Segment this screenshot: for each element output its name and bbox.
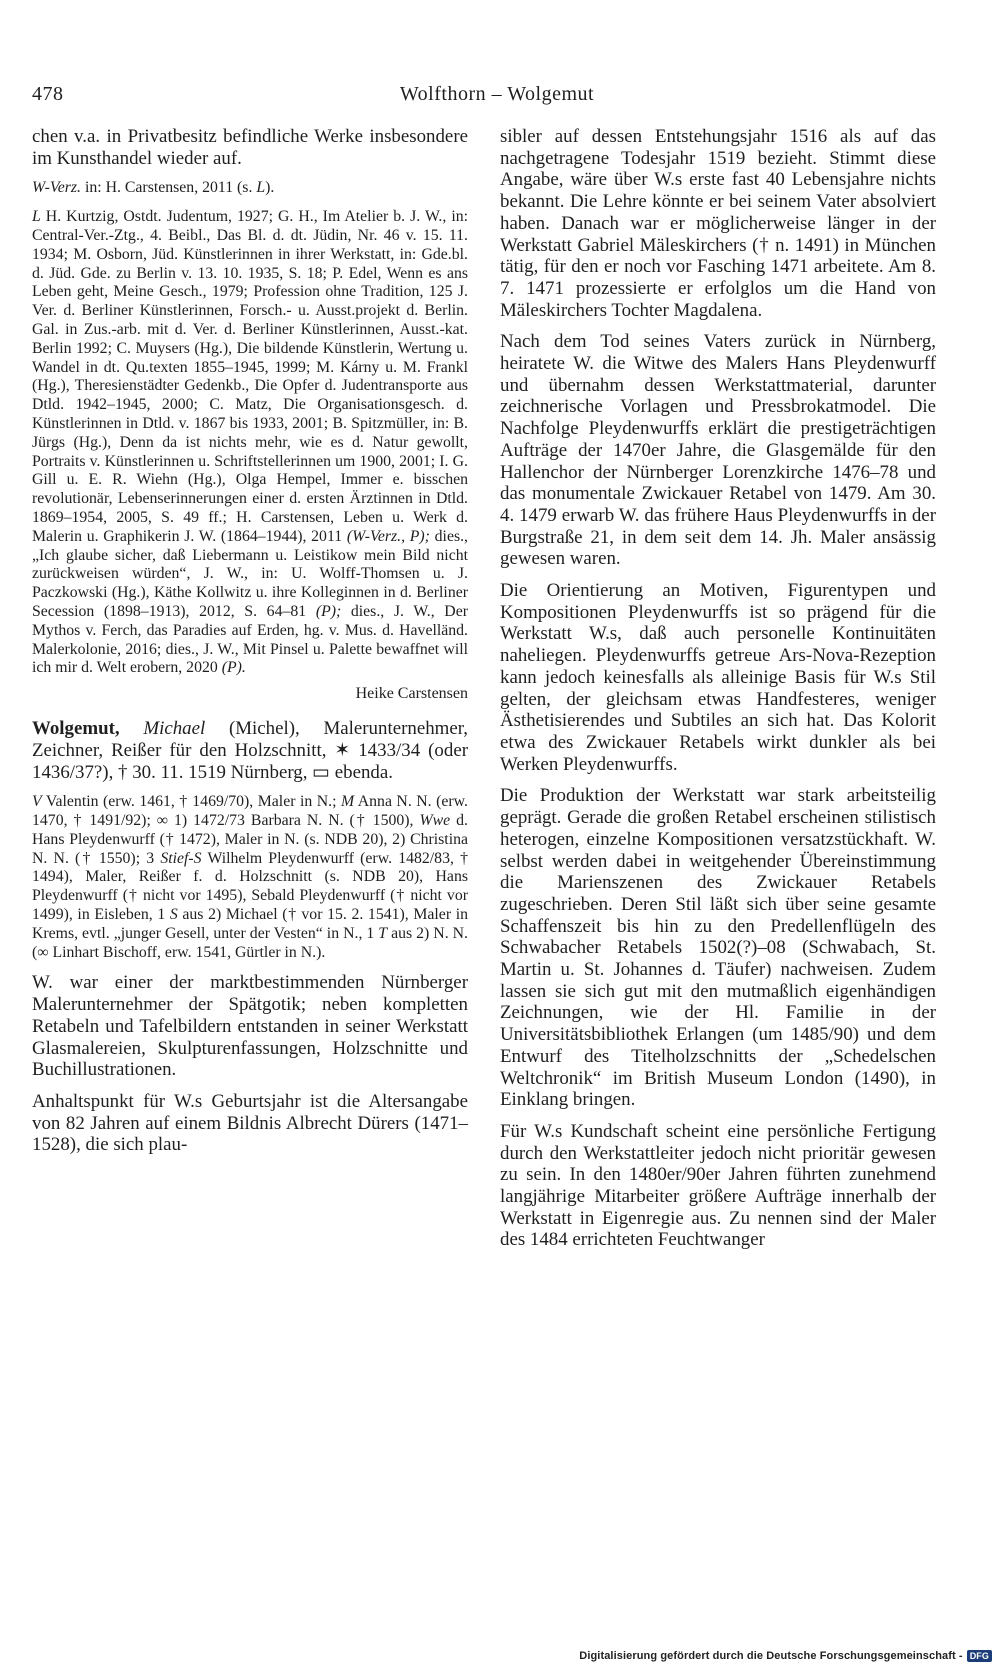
paragraph: chen v.a. in Privatbesitz befindliche Werke insbesondere im Kunsthandel wieder auf. (32, 126, 468, 169)
literature-list: L H. Kurtzig, Ostdt. Judentum, 1927; G. H., Im Atelier b. J. W., in: Central-Ver.-Ztg., 4. Beibl., Das Bl. d. dt. Jüdin, Nr. 46 v. 15. 11. 1934; M. Osborn, Jüd. Künstlerinnen in ihrer Werkstatt, in: Gde.bl. d. Jüd. Gde. zu Berlin v. 13. 10. 1935, S. 18; P. Edel, Wenn es ans Leben geht, Meine Gesch., 1979; Profession ohne Tradition, 125 J. Ver. d. Berliner Künstlerinnen, Forsch.- u. Ausst.projekt d. Berlin. Gal. in Zus.-arb. mit d. Ver. d. Berliner Künstlerinnen, Ausst.-kat. Berlin 1992; C. Muysers (Hg.), Die bildende Künstlerin, Wertung u. Wandel in dt. Qu.texten 1855–1945, 1999; M. Kárny u. M. Frankl (Hg.), Theresienstädter Gedenkb., Die Opfer d. Judentransporte aus Dtld. 1942–1945, 2000; C. Matz, Die Organisationsgesch. d. Künstlerinnen in Dtld. v. 1867 bis 1933, 2001; B. Spitzmüller, in: B. Jürgs (Hg.), Denn da ist nichts mehr, wie es d. Natur gewollt, Portraits v. Künstlerinnen u. Schriftstellerinnen um 1900, 2001; I. G. Gill u. E. R. Wiehn (Hg.), Olga Hempel, Immer e. bisschen revolutionär, Lebenserinnerungen einer d. ersten Ärztinnen in Dtld. 1869–1954, 2005, S. 49 ff.; H. Carstensen, Leben u. Werk d. Malerin u. Graphikerin J. W. (1864–1944), 2011 (W-Verz., P); dies., „Ich glaube sicher, daß Liebermann u. Leistikow mein Bild nicht zurückweisen würden“, J. W., in: U. Wolff-Thomsen u. J. Paczkowski (Hg.), Käthe Kollwitz u. ihre Kolleginnen in d. Berliner Secession (1898–1913), 2012, S. 64–81 (P); dies., J. W., Der Mythos v. Ferch, das Paradies auf Erden, hg. v. Mus. d. Havelländ. Malerkolonie, 2016; dies., J. W., Mit Pinsel u. Palette bewaffnet will ich mir d. Welt erobern, 2020 (P). (32, 208, 468, 677)
entry-surname: Wolgemut, (32, 718, 120, 740)
page-header (32, 80, 962, 108)
dfg-logo: DFG (967, 1650, 992, 1662)
paragraph: Nach dem Tod seines Vaters zurück in Nürnberg, heiratete W. die Witwe des Malers Hans Pleydenwurff und übernahm dessen Werkstattmaterial, darunter zeichnerische Vorlagen und Pressbrokatmodel. Die Nachfolge Pleydenwurffs erklärt die prestigeträchtigen Aufträge der 1470er Jahre, die Glasgemälde für den Hallenchor der Nürnberger Lorenzkirche 1476–78 und das monumentale Zwickauer Retabel von 1479. Am 30. 4. 1479 erwarb W. das frühere Haus Pleydenwurffs in der Burgstraße 21, in dem seit dem 14. Jh. Maler ansässig gewesen waren. (500, 331, 936, 570)
paragraph: Für W.s Kundschaft scheint eine persönliche Fertigung durch den Werkstattleiter jedoch nicht prioritär gewesen zu sein. In den 1480er/90er Jahren führten zunehmend langjährige Mitarbeiter größere Aufträge innerhalb der Werkstatt in Eigenregie aus. Zu nennen sind der Maler des 1484 errichteten Feuchtwanger (500, 1120, 936, 1251)
page-number: 478 (32, 83, 64, 105)
author-signature: Heike Carstensen (355, 685, 468, 703)
entry-heading: Wolgemut, Michael (Michel), Malerunternehmer, Zeichner, Reißer für den Holzschnitt, ✶ 1433/34 (oder 1436/37?), † 30. 11. 1519 Nürnberg, ▭ ebenda. (32, 718, 468, 783)
right-column (500, 126, 936, 1261)
paragraph: Die Orientierung an Motiven, Figurentypen und Kompositionen Pleydenwurffs ist so prägend für die Werkstatt W.s, daß auch personelle Kontinuitäten naheliegen. Pleydenwurffs getreue Ars-Nova-Rezeption kann jedoch keinesfalls als alleinige Basis für W.s Stil gelten, der gleichsam etwas Handfesteres, weniger Ästhetisierendes und Subtiles an sich hat. Das Kolorit etwa des Zwickauer Retabels wirkt dunkler als bei Werken Pleydenwurffs. (500, 580, 936, 775)
footer-text: Digitalisierung gefördert durch die Deutsche Forschungsgemeinschaft - (579, 1650, 963, 1662)
paragraph: Die Produktion der Werkstatt war stark arbeitsteilig geprägt. Gerade die großen Retabel erscheinen stilistisch heterogen, einzelne Kompositionen versatzstückhaft. W. selbst werden dabei in weitgehender Übereinstimmung die Marienszenen des Zwickauer Retabels zugeschrieben. Deren Stil läßt sich über seine gesamte Schaffenszeit bis hin zu den Predellenflügeln des Schwabacher Retabels 1502(?)–08 (Schwabach, St. Martin u. St. Johannes d. Täufer) nachweisen. Zudem lassen sie sich gut mit den mutmaßlich eigenhändigen Zeichnungen, wie der Hl. Familie in der Universitätsbibliothek Erlangen (um 1485/90) und dem Entwurf des Titelholzschnitts der „Schedelschen Weltchronik“ im British Museum London (1490), in Einklang bringen. (500, 785, 936, 1111)
running-head: Wolfthorn – Wolgemut (399, 83, 595, 105)
works-list-reference: W-Verz. in: H. Carstensen, 2011 (s. L). (32, 179, 275, 197)
digitization-footer (579, 1650, 992, 1662)
entry-given-name: Michael (143, 718, 206, 740)
paragraph: Anhaltspunkt für W.s Geburtsjahr ist die Altersangabe von 82 Jahren auf einem Bildnis Albrecht Dürers (1471–1528), die sich plau- (32, 1090, 468, 1156)
paragraph: W. war einer der marktbestimmenden Nürnberger Malerunternehmer der Spätgotik; neben kompletten Retabeln und Tafelbildern entstanden in seiner Werkstatt Glasmalereien, Skulpturenfassungen, Holzschnitte und Buchillustrationen. (32, 972, 468, 1081)
paragraph: sibler auf dessen Entstehungsjahr 1516 als auf das nachgetragene Todesjahr 1519 bezieht. Stimmt diese Angabe, wäre über W.s erste fast 40 Lebensjahre nichts bekannt. Die Lehre könnte er bei seinem Vater absolviert haben. Danach war er möglicherweise länger in der Werkstatt Gabriel Mäleskirchers († n. 1491) in München tätig, für den er noch vor Fasching 1471 arbeitete. Am 8. 7. 1471 prozessierte er erfolglos um die Hand von Mäleskirchers Tochter Magdalena. (500, 126, 936, 321)
label: L (32, 208, 41, 226)
left-column (32, 126, 468, 1166)
label: W-Verz. (32, 179, 81, 197)
genealogy: V Valentin (erw. 1461, † 1469/70), Maler in N.; M Anna N. N. (erw. 1470, † 1491/92); ∞ 1) 1472/73 Barbara N. N. († 1500), Wwe d. Hans Pleydenwurff († 1472), Maler in N. (s. NDB 20), 2) Christina N. N. († 1550); 3 Stief-S Wilhelm Pleydenwurff (erw. 1482/83, † 1494), Maler, Reißer f. d. Holzschnitt (s. NDB 20), Hans Pleydenwurff († nicht vor 1495), Sebald Pleydenwurff († nicht vor 1499), in Eisleben, 1 S aus 2) Michael († vor 15. 2. 1541), Maler in Krems, evtl. „junger Gesell, unter der Vesten“ in N., 1 T aus 2) N. N. (∞ Linhart Bischoff, erw. 1541, Gürtler in N.). (32, 793, 469, 961)
